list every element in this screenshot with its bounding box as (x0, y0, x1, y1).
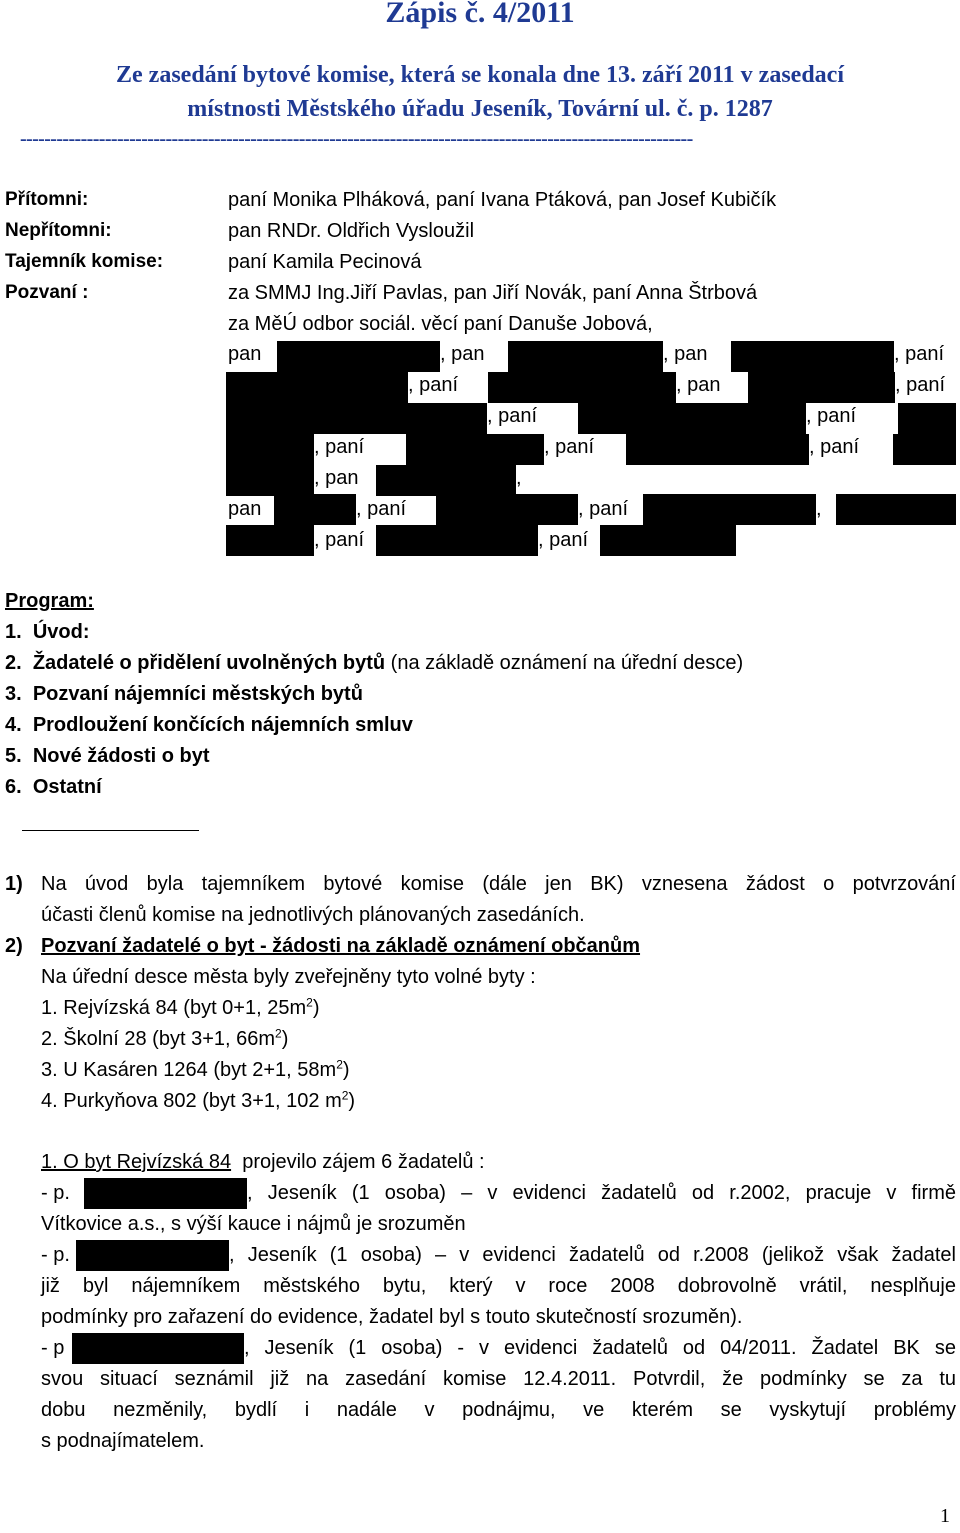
flat-item (41, 997, 320, 1020)
program-item-text: Úvod: (32, 621, 90, 643)
applicant-1-prefix: - p. (41, 1182, 70, 1204)
flat-item (41, 1028, 288, 1051)
applicant-2-line3: podmínky pro zařazení do evidence, žadatel byl s touto skutečností srozuměn). (41, 1306, 743, 1328)
flat-item-end: ) (281, 1028, 289, 1050)
program-label: Program: (5, 590, 94, 612)
invitee-word: , paní (578, 498, 629, 520)
program-item (5, 745, 210, 768)
flat-item-text: 4. Purkyňova 802 (byt 3+1, 102 m (41, 1090, 342, 1112)
invitee-word: , paní (356, 498, 407, 520)
section1-line2: účasti členů komise na jednotlivých plánovaných zasedáních. (41, 904, 585, 926)
invitee-word: , paní (408, 374, 459, 396)
applicant-3-line2: svou situací seznámil již na zasedání komise 12.4.2011. Potvrdil, že podmínky se za tu (41, 1368, 956, 1390)
applicants-heading-underlined: 1. O byt Rejvízská 84 (41, 1151, 232, 1173)
invitee-word: , paní (538, 529, 589, 551)
applicant-2-prefix: - p. (41, 1244, 70, 1266)
program-item (5, 683, 363, 706)
invitee-word: , paní (314, 529, 365, 551)
invited-line-2: za MěÚ odbor sociál. věcí paní Danuše Jobová, (228, 313, 653, 335)
invitee-word: , paní (806, 405, 857, 427)
redaction-box (84, 1178, 247, 1209)
redaction-box (376, 525, 538, 556)
applicant-3-line3: dobu nezměnily, bydlí i nadále v podnájmu, ve kterém se vyskytují problémy (41, 1399, 956, 1421)
secretary-value: paní Kamila Pecinová (228, 251, 422, 273)
redaction-box (376, 465, 516, 496)
invitee-word: , pan (314, 467, 359, 489)
section1-number: 1) (5, 873, 23, 895)
secretary-label: Tajemník komise: (5, 251, 164, 272)
program-item-number: 4. (5, 714, 22, 736)
program-item-text: Pozvaní nájemníci městských bytů (32, 683, 363, 705)
dashed-separator: --------------------------------------------------------------------------------------------------------------- (20, 128, 693, 150)
short-separator-line (22, 830, 199, 831)
program-item-number: 6. (5, 776, 22, 798)
invited-label: Pozvaní : (5, 282, 89, 303)
flat-item-end: ) (348, 1090, 356, 1112)
program-item (5, 714, 413, 737)
redaction-box (226, 525, 314, 556)
program-item-number: 3. (5, 683, 22, 705)
invitee-word: , pan (663, 343, 708, 365)
page-number: 1 (940, 1505, 950, 1527)
absent-label: Nepřítomni: (5, 220, 112, 241)
program-item-number: 5. (5, 745, 22, 767)
redaction-box (226, 465, 314, 496)
flat-item-sup: 2 (341, 1088, 349, 1103)
section2-heading: Pozvaní žadatelé o byt - žádosti na základě oznámení občanům (41, 935, 641, 957)
program-item (5, 652, 743, 675)
flat-item-end: ) (312, 997, 320, 1019)
redaction-box (731, 341, 894, 372)
redaction-box (643, 494, 816, 525)
redaction-box (488, 372, 676, 403)
applicant-2-line2: již byl nájemníkem městského bytu, který v roce 2008 dobrovolně vrátil, nesplňuje (41, 1275, 956, 1297)
redaction-box (836, 494, 956, 525)
section2-intro: Na úřední desce města byly zveřejněny tyto volné byty : (41, 966, 536, 988)
absent-value: pan RNDr. Oldřich Vysloužil (228, 220, 475, 242)
document-subtitle-line1: Ze zasedání bytové komise, která se konala dne 13. září 2011 v zasedací (116, 62, 844, 88)
program-item-number: 1. (5, 621, 22, 643)
program-item-text: Žadatelé o přidělení uvolněných bytů (32, 652, 386, 674)
flat-item-sup: 2 (275, 1026, 282, 1041)
invited-line-1: za SMMJ Ing.Jiří Pavlas, pan Jiří Novák, paní Anna Štrbová (228, 282, 758, 304)
present-value: paní Monika Plháková, paní Ivana Ptáková, pan Josef Kubičík (228, 189, 777, 211)
present-label: Přítomni: (5, 189, 89, 210)
program-item (5, 776, 102, 799)
redaction-box (274, 494, 356, 525)
program-item (5, 621, 89, 644)
applicants-heading-rest: projevilo zájem 6 žadatelů : (242, 1151, 485, 1173)
redaction-box (748, 372, 895, 403)
program-item-note: (na základě oznámení na úřední desce) (390, 652, 744, 674)
section2-number: 2) (5, 935, 23, 957)
applicant-3-prefix: - p (41, 1337, 65, 1359)
applicant-1-line1: , Jeseník (1 osoba) – v evidenci žadatelů od r.2002, pracuje v firmě (247, 1182, 956, 1204)
invitee-word: , pan (440, 343, 485, 365)
flat-item-sup: 2 (306, 995, 313, 1010)
invitee-word: , pan (676, 374, 721, 396)
invitee-word: , paní (894, 343, 945, 365)
program-item-number: 2. (5, 652, 22, 674)
document-title: Zápis č. 4/2011 (385, 0, 575, 29)
flat-item-sup: 2 (336, 1057, 343, 1072)
redaction-box (226, 403, 487, 434)
redaction-box (898, 403, 956, 434)
redaction-box (508, 341, 663, 372)
program-item-text: Prodloužení končících nájemních smluv (32, 714, 413, 736)
document-subtitle-line2: místnosti Městského úřadu Jeseník, Tovární ul. č. p. 1287 (187, 96, 773, 122)
redaction-box (600, 525, 736, 556)
redaction-box (578, 403, 806, 434)
invitee-word: , (816, 498, 822, 520)
redaction-box (226, 434, 314, 465)
invitee-word: pan (228, 498, 262, 520)
invitee-word: pan (228, 343, 262, 365)
applicant-3-line1: , Jeseník (1 osoba) - v evidenci žadatelů od 04/2011. Žadatel BK se (244, 1337, 956, 1359)
flat-item-text: 3. U Kasáren 1264 (byt 2+1, 58m (41, 1059, 337, 1081)
program-item-text: Nové žádosti o byt (32, 745, 210, 767)
flat-item-end: ) (342, 1059, 350, 1081)
flat-item (41, 1090, 355, 1113)
invitee-word: , paní (895, 374, 946, 396)
redaction-box (72, 1333, 244, 1364)
applicant-1-line2: Vítkovice a.s., s výší kauce i nájmů je srozuměn (41, 1213, 466, 1235)
redaction-box (406, 434, 544, 465)
flat-item-text: 2. Školní 28 (byt 3+1, 66m (41, 1028, 276, 1050)
redaction-box (277, 341, 440, 372)
invitee-word: , paní (487, 405, 538, 427)
applicants-heading (41, 1151, 485, 1174)
redaction-box (626, 434, 809, 465)
invitee-word: , paní (544, 436, 595, 458)
redaction-box (76, 1240, 229, 1271)
invitee-word: , (516, 467, 522, 489)
section1-line1: Na úvod byla tajemníkem bytové komise (dále jen BK) vznesena žádost o potvrzování (41, 873, 956, 895)
flat-item (41, 1059, 350, 1082)
redaction-box (893, 434, 956, 465)
invitee-word: , paní (314, 436, 365, 458)
applicant-2-line1: , Jeseník (1 osoba) – v evidenci žadatelů od r.2008 (jelikož však žadatel (229, 1244, 956, 1266)
program-item-text: Ostatní (32, 776, 102, 798)
redaction-box (226, 372, 408, 403)
invitee-word: , paní (809, 436, 860, 458)
flat-item-text: 1. Rejvízská 84 (byt 0+1, 25m (41, 997, 307, 1019)
redaction-box (436, 494, 578, 525)
applicant-3-line4: s podnajímatelem. (41, 1430, 205, 1452)
